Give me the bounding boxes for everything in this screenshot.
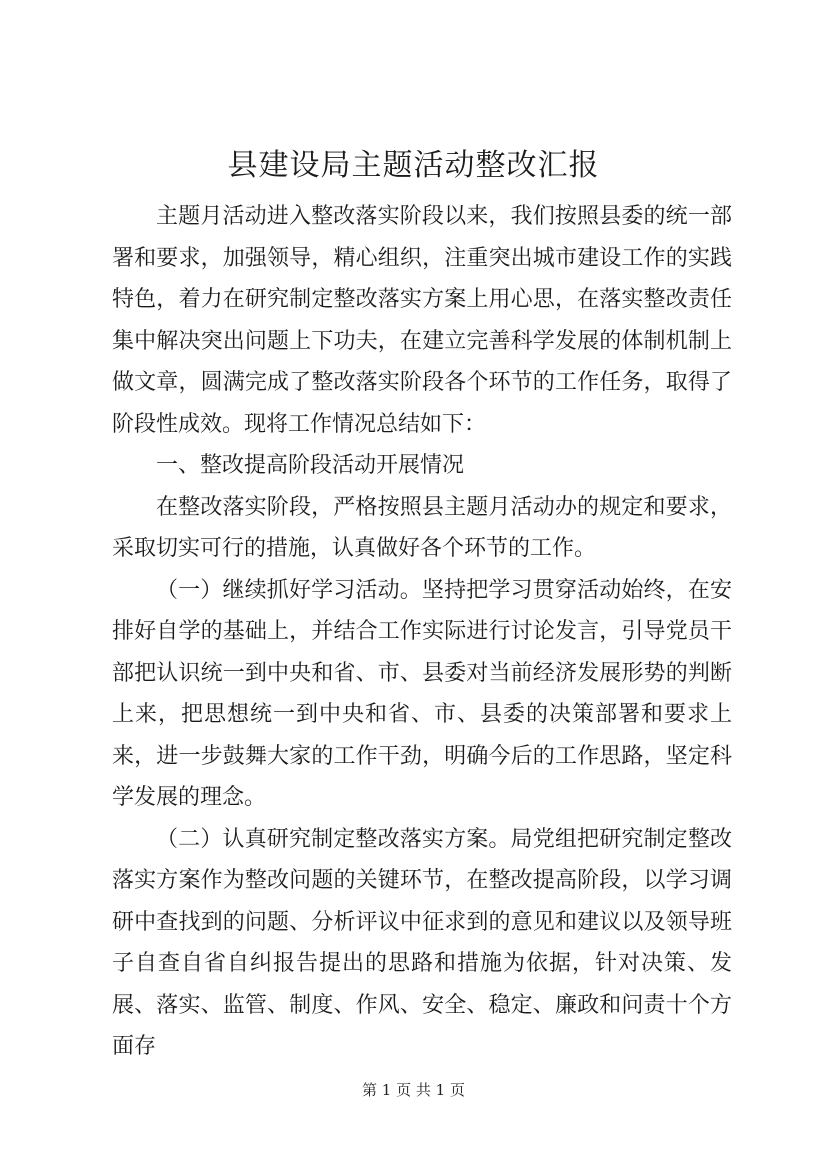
intro-paragraph: 主题月活动进入整改落实阶段以来，我们按照县委的统一部署和要求，加强领导，精心组织，注重突出城市建设工作的实践特色，着力在研究制定整改落实方案上用心思，在落实整改责任集中解决突出问题上下功夫，在建立完善科学发展的体制机制上做文章，圆满完成了整改落实阶段各个环节的工作任务，取得了阶段性成效。现将工作情况总结如下： — [112, 204, 732, 437]
section-1-paragraph: 在整改落实阶段，严格按照县主题月活动办的规定和要求，采取切实可行的措施，认真做好各个环节的工作。 — [112, 494, 732, 561]
document-title: 县建设局主题活动整改汇报 — [227, 148, 600, 183]
section-heading-1: 一、整改提高阶段活动开展情况 — [156, 453, 465, 478]
document-body — [112, 196, 732, 1068]
page-number-footer: 第 1 页 共 1 页 — [362, 1081, 465, 1099]
item-1-paragraph: （一）继续抓好学习活动。坚持把学习贯穿活动始终，在安排好自学的基础上，并结合工作实际进行讨论发言，引导党员干部把认识统一到中央和省、市、县委对当前经济发展形势的判断上来，把思想统一到中央和省、市、县委的决策部署和要求上来，进一步鼓舞大家的工作干劲，明确今后的工作思路，坚定科学发展的理念。 — [112, 577, 732, 810]
item-2-paragraph: （二）认真研究制定整改落实方案。局党组把研究制定整改落实方案作为整改问题的关键环节，在整改提高阶段，以学习调研中查找到的问题、分析评议中征求到的意见和建议以及领导班子自查自省自纠报告提出的思路和措施为依据，针对决策、发展、落实、监管、制度、作风、安全、稳定、廉政和问责十个方面存 — [112, 826, 732, 1059]
